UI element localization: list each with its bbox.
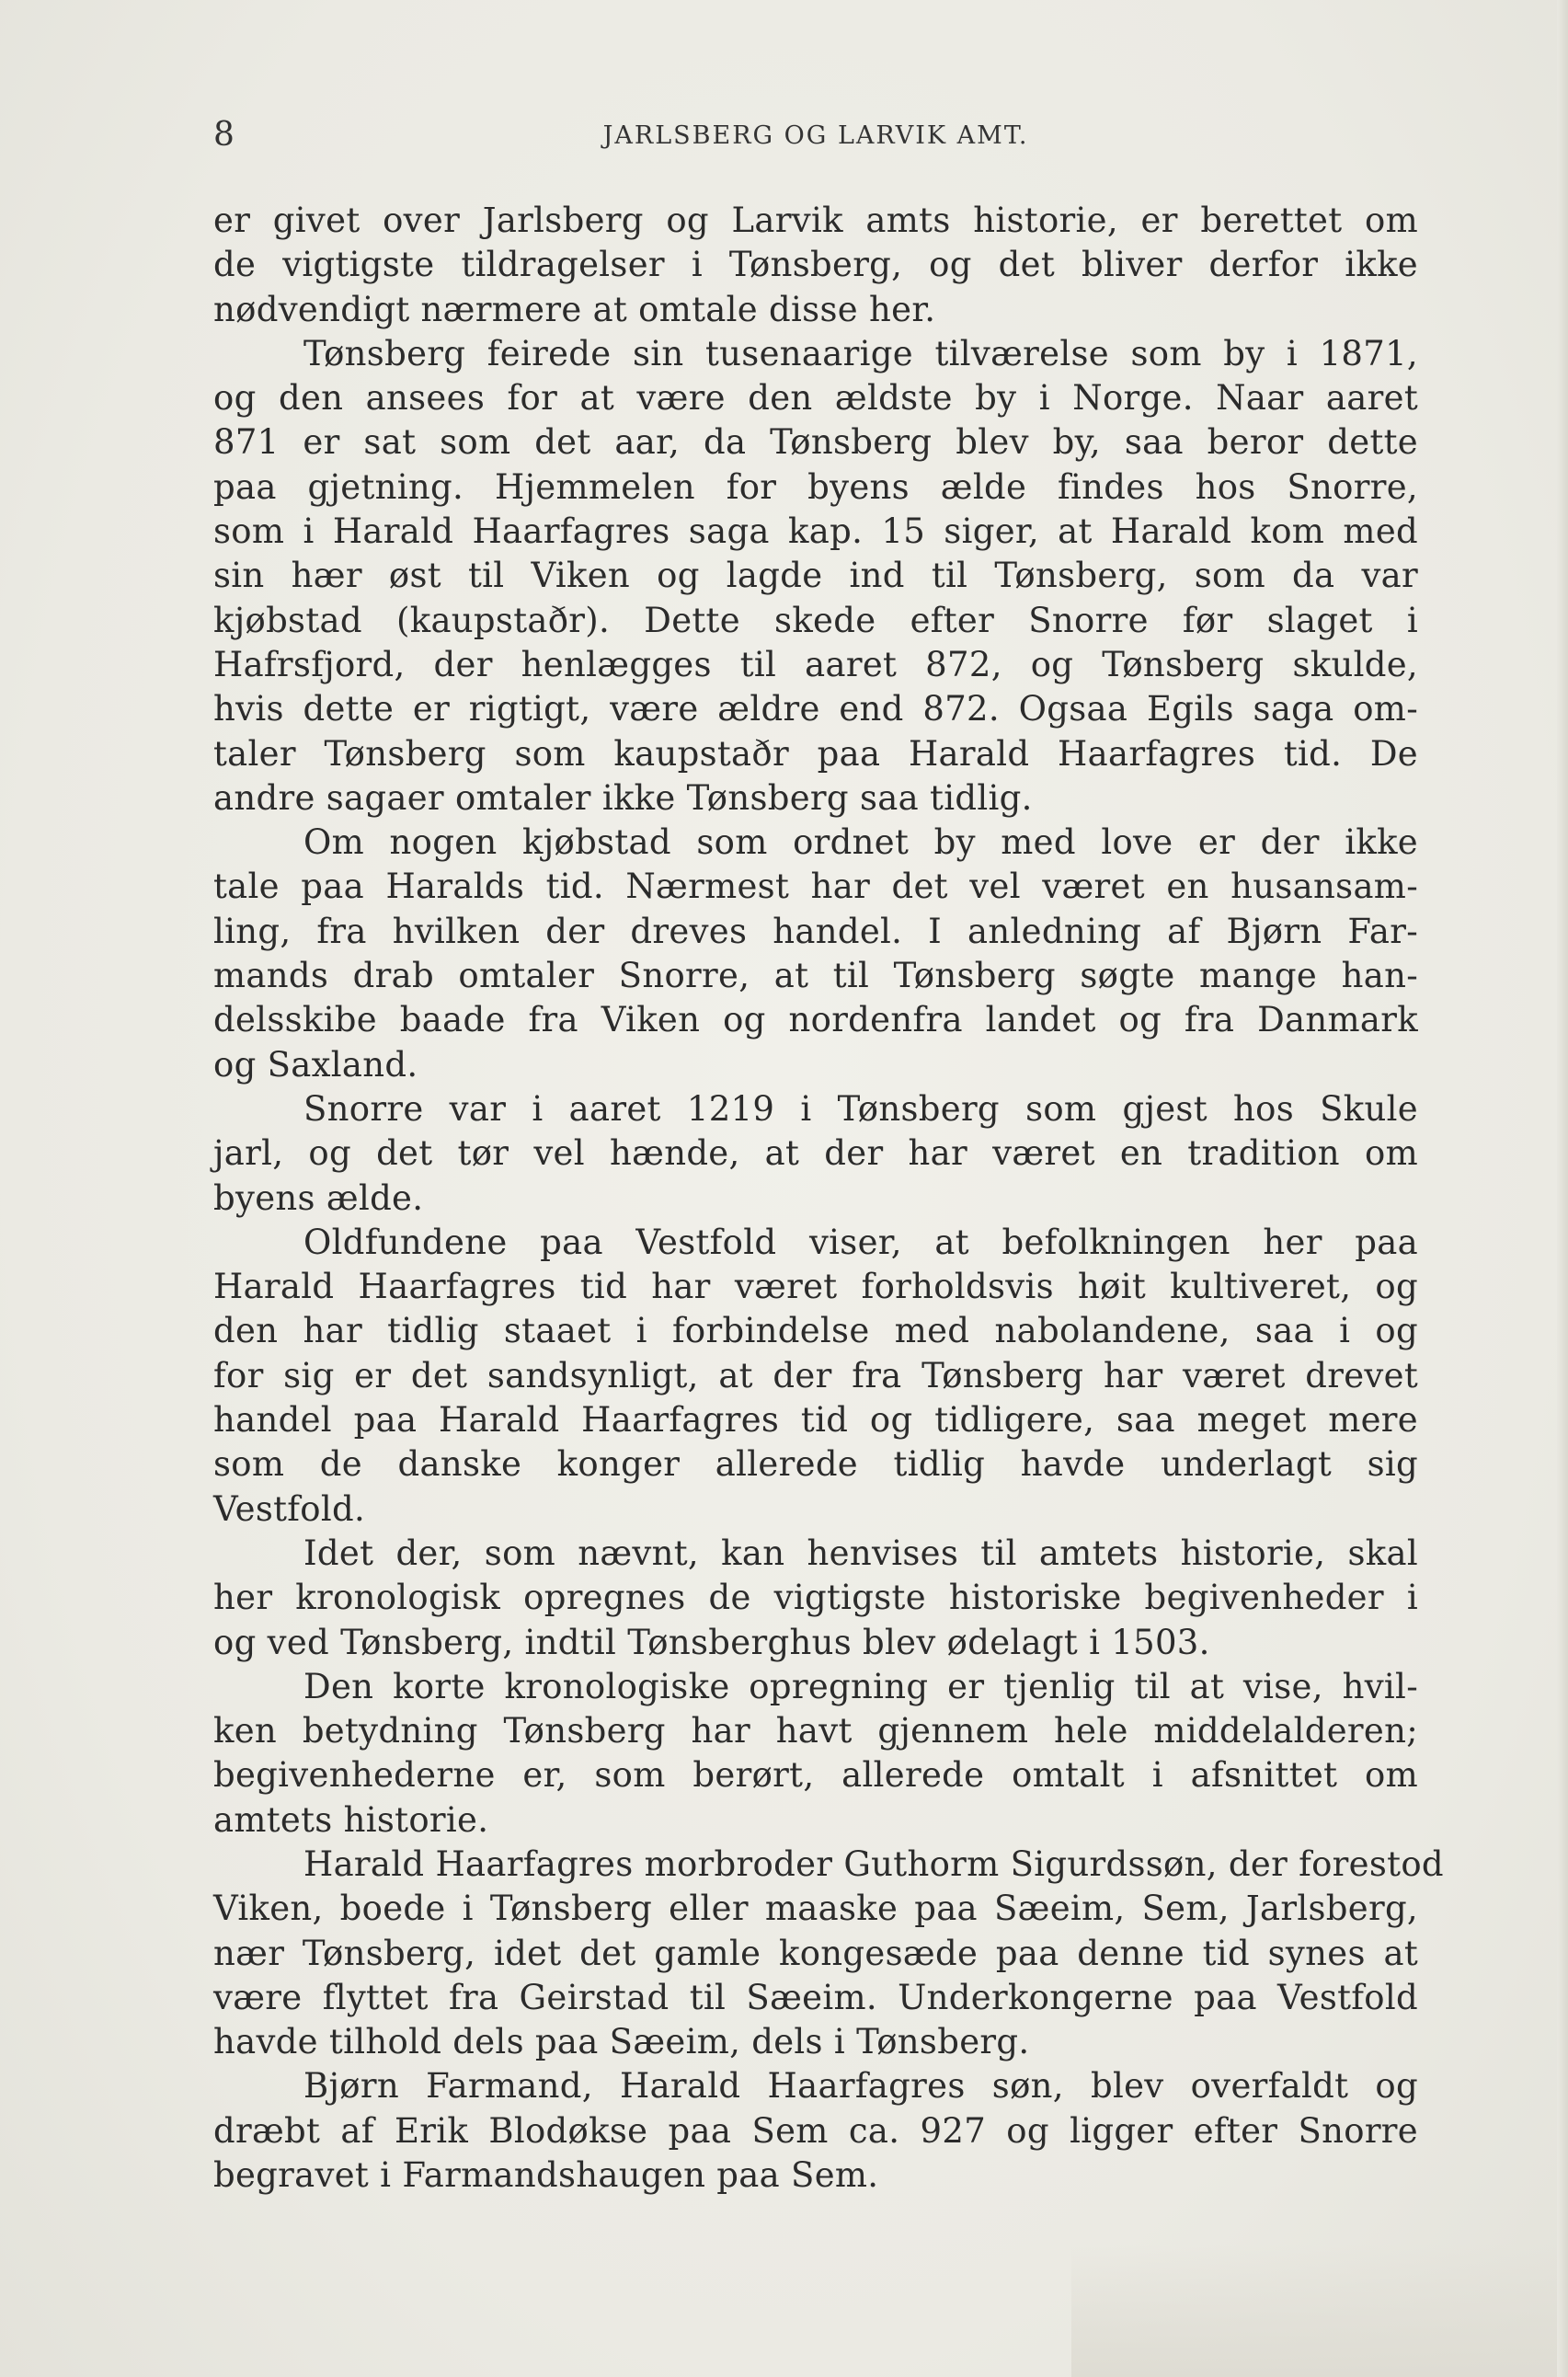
text-line: 871 er sat som det aar, da Tønsberg blev by, saa beror dette (213, 422, 1418, 463)
text-line: Harald Haarfagres morbroder Guthorm Sigurdssøn, der forestod (303, 1843, 1444, 1884)
text-line: delsskibe baade fra Viken og nordenfra landet og fra Danmark (213, 1000, 1418, 1040)
scan-edge-strip (1557, 0, 1568, 2377)
text-line: de vigtigste tildragelser i Tønsberg, og det bliver derfor ikke (213, 245, 1418, 285)
text-line: Den korte kronologiske opregning er tjenlig til at vise, hvil- (303, 1666, 1418, 1706)
text-line: dræbt af Erik Blodøkse paa Sem ca. 927 og ligger efter Snorre (213, 2110, 1418, 2151)
text-line: nær Tønsberg, idet det gamle kongesæde paa denne tid synes at (213, 1933, 1418, 1973)
text-line: amtets historie. (213, 1799, 489, 1840)
text-line: Viken, boede i Tønsberg eller maaske paa Sæeim, Sem, Jarlsberg, (213, 1889, 1418, 1929)
text-line: taler Tønsberg som kaupstaðr paa Harald Haarfagres tid. De (213, 733, 1418, 774)
body-text (213, 199, 1444, 2198)
page-header (213, 116, 1418, 171)
text-line: hvis dette er rigtigt, være ældre end 872. Ogsaa Egils saga om- (213, 689, 1418, 729)
text-line: jarl, og det tør vel hænde, at der har været en tradition om (213, 1133, 1418, 1174)
running-head: JARLSBERG OG LARVIK AMT. (602, 121, 1029, 150)
text-line: andre sagaer omtaler ikke Tønsberg saa tidlig. (213, 777, 1033, 818)
page-number: 8 (213, 116, 235, 154)
text-line: Hafrsfjord, der henlægges til aaret 872, og Tønsberg skulde, (213, 644, 1418, 684)
text-line: mands drab omtaler Snorre, at til Tønsberg søgte mange han- (213, 956, 1418, 996)
text-line: tale paa Haralds tid. Nærmest har det vel været en husansam- (213, 867, 1418, 907)
text-line: Om nogen kjøbstad som ordnet by med love er der ikke (303, 822, 1418, 863)
text-line: den har tidlig staaet i forbindelse med nabolandene, saa i og (213, 1311, 1418, 1351)
text-line: Bjørn Farmand, Harald Haarfagres søn, blev overfaldt og (303, 2066, 1418, 2107)
text-line: være flyttet fra Geirstad til Sæeim. Underkongerne paa Vestfold (213, 1977, 1418, 2017)
text-line: nødvendigt nærmere at omtale disse her. (213, 289, 936, 329)
text-line: som i Harald Haarfagres saga kap. 15 siger, at Harald kom med (213, 511, 1418, 552)
text-line: for sig er det sandsynligt, at der fra Tønsberg har været drevet (213, 1355, 1418, 1395)
text-line: Snorre var i aaret 1219 i Tønsberg som gjest hos Skule (303, 1088, 1418, 1129)
text-line: ling, fra hvilken der dreves handel. I anledning af Bjørn Far- (213, 911, 1418, 951)
text-line: byens ælde. (213, 1177, 424, 1218)
text-line: Oldfundene paa Vestfold viser, at befolkningen her paa (303, 1222, 1418, 1262)
text-line: som de danske konger allerede tidlig havde underlagt sig (213, 1444, 1418, 1485)
text-line: handel paa Harald Haarfagres tid og tidligere, saa meget mere (213, 1400, 1418, 1441)
text-line: ken betydning Tønsberg har havt gjennem hele middelalderen; (213, 1711, 1418, 1751)
text-line: og Saxland. (213, 1044, 418, 1085)
text-line: paa gjetning. Hjemmelen for byens ælde findes hos Snorre, (213, 466, 1418, 507)
text-line: havde tilhold dels paa Sæeim, dels i Tønsberg. (213, 2022, 1030, 2062)
text-line: og ved Tønsberg, indtil Tønsberghus blev ødelagt i 1503. (213, 1622, 1210, 1662)
text-line: her kronologisk opregnes de vigtigste historiske begivenheder i (213, 1578, 1418, 1618)
text-line: sin hær øst til Viken og lagde ind til Tønsberg, som da var (213, 556, 1418, 596)
text-line: og den ansees for at være den ældste by i Norge. Naar aaret (213, 378, 1418, 419)
text-line: kjøbstad (kaupstaðr). Dette skede efter Snorre før slaget i (213, 600, 1418, 640)
text-line: begravet i Farmandshaugen paa Sem. (213, 2155, 879, 2196)
scan-shadow (1071, 2245, 1568, 2377)
text-line: Vestfold. (213, 1488, 366, 1529)
text-line: begivenhederne er, som berørt, allerede omtalt i afsnittet om (213, 1755, 1418, 1796)
text-line: Tønsberg feirede sin tusenaarige tilværelse som by i 1871, (303, 333, 1418, 373)
text-line: er givet over Jarlsberg og Larvik amts historie, er berettet om (213, 201, 1418, 240)
text-line: Harald Haarfagres tid har været forholdsvis høit kultiveret, og (213, 1267, 1418, 1307)
text-line: Idet der, som nævnt, kan henvises til amtets historie, skal (303, 1533, 1418, 1573)
